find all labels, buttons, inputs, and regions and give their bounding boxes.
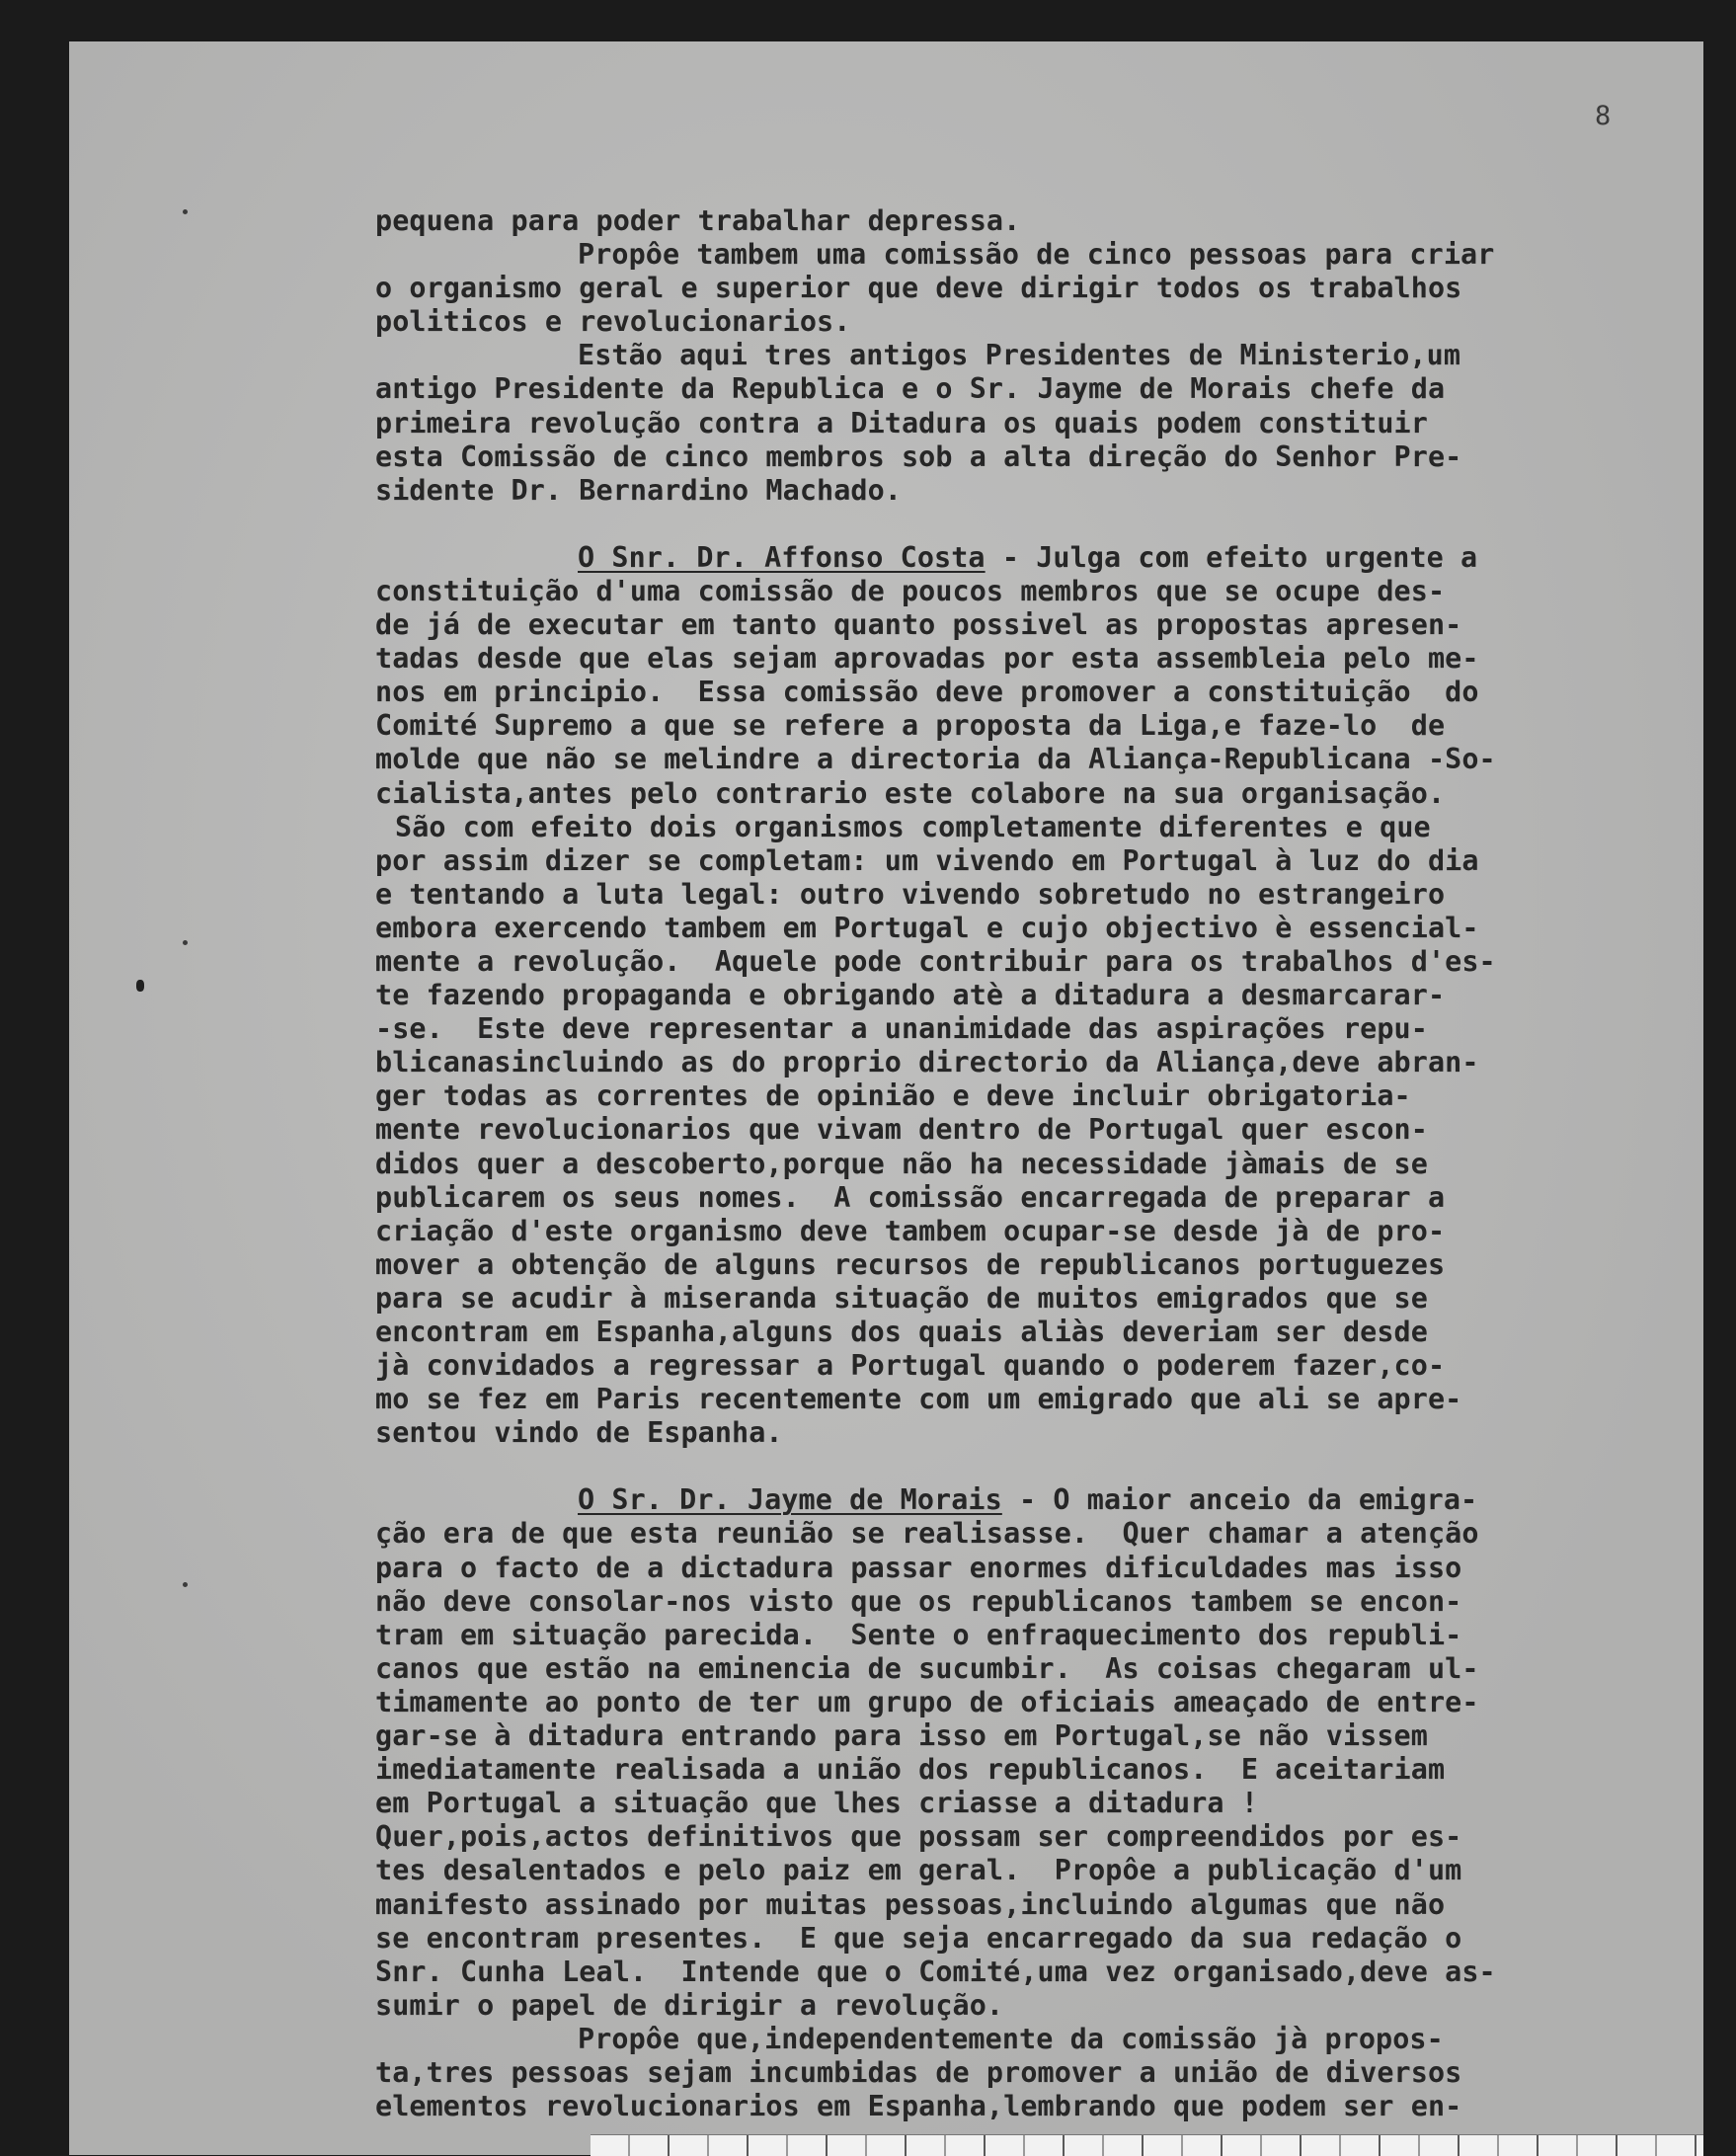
- line-text: -se. Este deve representar a unanimidade das aspirações repu-: [375, 1012, 1428, 1046]
- line-text: primeira revolução contra a Ditadura os quais podem constituir: [375, 406, 1428, 439]
- line-text: Snr. Cunha Leal. Intende que o Comité,uma vez organisado,deve as-: [375, 1955, 1496, 1988]
- text-line: [375, 1989, 1698, 2023]
- text-line: [375, 541, 1698, 575]
- text-line: [375, 1585, 1698, 1619]
- line-text: pequena para poder trabalhar depressa.: [375, 204, 1021, 237]
- line-text: para se acudir à miseranda situação de muitos emigrados que se: [375, 1281, 1428, 1315]
- line-text: Estão aqui tres antigos Presidentes de Ministerio,um: [578, 339, 1461, 372]
- paragraph: [375, 1483, 1698, 2123]
- text-line: [375, 878, 1698, 912]
- line-text: para o facto de a dictadura passar enormes dificuldades mas isso: [375, 1551, 1462, 1584]
- text-line: [375, 1248, 1698, 1282]
- line-text: constituição d'uma comissão de poucos membros que se ocupe des-: [375, 574, 1446, 607]
- paragraph-gap: [375, 508, 1698, 541]
- line-text: Propôe que,independentemente da comissão jà propos-: [578, 2022, 1444, 2055]
- line-text: imediatamente realisada a união dos republicanos. E aceitariam: [375, 1753, 1446, 1787]
- line-text: Comité Supremo a que se refere a proposta da Liga,e faze-lo de: [375, 709, 1446, 743]
- line-text: timamente ao ponto de ter um grupo de oficiais ameaçado de entre-: [375, 1685, 1479, 1718]
- line-text: politicos e revolucionarios.: [375, 305, 851, 339]
- line-text: molde que não se melindre a directoria da Aliança-Republicana -So-: [375, 743, 1496, 776]
- line-text: em Portugal a situação que lhes criasse a ditadura !: [375, 1787, 1259, 1820]
- line-text: Quer,pois,actos definitivos que possam ser compreendidos por es-: [375, 1820, 1462, 1854]
- line-text: antigo Presidente da Republica e o Sr. Jayme de Morais chefe da: [375, 372, 1446, 406]
- text-line: [375, 1383, 1698, 1416]
- text-line: [375, 372, 1698, 406]
- text-line: [375, 2056, 1698, 2090]
- text-line: [375, 575, 1698, 608]
- text-line: [375, 1820, 1698, 1854]
- text-line: [375, 777, 1698, 811]
- line-text: mo se fez em Paris recentemente com um emigrado que ali se apre-: [375, 1383, 1462, 1416]
- text-line: [375, 1719, 1698, 1753]
- text-line: [375, 1619, 1698, 1652]
- line-text: didos quer a descoberto,porque não ha necessidade jàmais de se: [375, 1147, 1428, 1180]
- text-line: [375, 608, 1698, 642]
- text-line: [375, 238, 1698, 272]
- line-text: encontram em Espanha,alguns dos quais aliàs deveriam ser desde: [375, 1316, 1428, 1348]
- line-text: - O maior anceio da emigra-: [1001, 1483, 1478, 1517]
- line-text: criação d'este organismo deve tambem ocupar-se desde jà de pro-: [375, 1214, 1446, 1247]
- text-line: [375, 474, 1698, 508]
- line-text: por assim dizer se completam: um vivendo em Portugal à luz do dia: [375, 843, 1479, 877]
- text-line: [375, 979, 1698, 1012]
- text-line: [375, 1517, 1698, 1551]
- line-text: ger todas as correntes de opinião e deve incluir obrigatoria-: [375, 1079, 1411, 1113]
- text-line: [375, 1956, 1698, 1989]
- line-text: embora exercendo tambem em Portugal e cujo objectivo è essencial-: [375, 911, 1479, 944]
- line-text: São com efeito dois organismos completamente diferentes e que: [395, 810, 1431, 843]
- margin-mark: [183, 940, 188, 945]
- line-text: sentou vindo de Espanha.: [375, 1416, 783, 1450]
- text-line: [375, 1753, 1698, 1787]
- text-line: [375, 1922, 1698, 1956]
- line-text: jà convidados a regressar a Portugal quando o poderem fazer,co-: [375, 1349, 1446, 1383]
- line-text: esta Comissão de cinco membros sob a alta direção do Senhor Pre-: [375, 439, 1462, 473]
- text-line: [375, 2090, 1698, 2123]
- line-text: cialista,antes pelo contrario este colabore na sua organisação.: [375, 776, 1446, 810]
- text-line: [375, 844, 1698, 878]
- text-line: [375, 1349, 1698, 1383]
- text-line: [375, 407, 1698, 440]
- line-text: sidente Dr. Bernardino Machado.: [375, 473, 902, 507]
- line-text: não deve consolar-nos visto que os republicanos tambem se encon-: [375, 1584, 1462, 1618]
- line-text: te fazendo propaganda e obrigando atè a ditadura a desmarcarar-: [375, 979, 1446, 1012]
- paragraph: [375, 204, 1698, 508]
- line-text: ta,tres pessoas sejam incumbidas de promover a união de diversos: [375, 2055, 1462, 2089]
- text-line: [375, 1148, 1698, 1181]
- text-line: [375, 912, 1698, 945]
- text-line: [375, 1416, 1698, 1450]
- text-line: [375, 743, 1698, 776]
- text-line: [375, 1282, 1698, 1316]
- line-text: gar-se à ditadura entrando para isso em Portugal,se não vissem: [375, 1719, 1428, 1753]
- text-line: [375, 1181, 1698, 1215]
- line-text: publicarem os seus nomes. A comissão encarregada de preparar a: [375, 1180, 1446, 1214]
- text-line: [375, 709, 1698, 743]
- text-line: [375, 1215, 1698, 1248]
- line-text: mover a obtenção de alguns recursos de republicanos portuguezes: [375, 1247, 1446, 1281]
- document-body: [375, 204, 1698, 2123]
- line-text: o organismo geral e superior que deve dirigir todos os trabalhos: [375, 272, 1462, 305]
- line-text: tes desalentados e pelo paiz em geral. Propôe a publicação d'um: [375, 1854, 1462, 1887]
- line-text: tadas desde que elas sejam aprovadas por esta assembleia pelo me-: [375, 642, 1479, 676]
- line-text: elementos revolucionarios em Espanha,lembrando que podem ser en-: [375, 2090, 1462, 2123]
- page-number: 8: [1595, 101, 1612, 131]
- line-text: se encontram presentes. E que seja encarregado da sua redação o: [375, 1921, 1462, 1955]
- text-line: [375, 1652, 1698, 1686]
- line-text: canos que estão na eminencia de sucumbir. As coisas chegaram ul-: [375, 1651, 1479, 1685]
- text-line: [375, 1686, 1698, 1719]
- text-line: [375, 1854, 1698, 1887]
- text-line: [375, 339, 1698, 372]
- text-line: [375, 2023, 1698, 2056]
- margin-mark: [183, 1582, 188, 1587]
- line-text: Propôe tambem uma comissão de cinco pessoas para criar: [578, 238, 1495, 272]
- line-text: blicanasincluindo as do proprio directorio da Aliança,deve abran-: [375, 1046, 1479, 1079]
- text-line: [375, 945, 1698, 979]
- speaker-name: O Snr. Dr. Affonso Costa: [578, 540, 986, 574]
- margin-mark: [183, 209, 188, 214]
- text-line: [375, 1012, 1698, 1046]
- text-line: [375, 1113, 1698, 1147]
- text-line: [375, 1787, 1698, 1820]
- text-line: [375, 1079, 1698, 1113]
- text-line: [375, 1483, 1698, 1517]
- text-line: [375, 440, 1698, 474]
- line-text: tram em situação parecida. Sente o enfraquecimento dos republi-: [375, 1618, 1462, 1651]
- text-line: [375, 305, 1698, 339]
- speaker-name: O Sr. Dr. Jayme de Morais: [578, 1483, 1002, 1517]
- line-text: mente a revolução. Aquele pode contribuir para os trabalhos d'es-: [375, 944, 1496, 978]
- paragraph: [375, 541, 1698, 1451]
- margin-mark: [136, 980, 144, 992]
- text-line: [375, 204, 1698, 238]
- text-line: [375, 1046, 1698, 1079]
- line-text: mente revolucionarios que vivam dentro de Portugal quer escon-: [375, 1113, 1428, 1147]
- line-text: ção era de que esta reunião se realisasse. Quer chamar a atenção: [375, 1517, 1479, 1551]
- line-text: nos em principio. Essa comissão deve promover a constituição do: [375, 676, 1479, 709]
- text-line: [375, 1316, 1698, 1349]
- scan-scale-bar: [591, 2134, 1703, 2156]
- text-line: [375, 1888, 1698, 1922]
- text-line: [375, 642, 1698, 676]
- text-line: [375, 676, 1698, 709]
- line-text: sumir o papel de dirigir a revolução.: [375, 1988, 1004, 2022]
- text-line: [375, 811, 1698, 844]
- line-text: e tentando a luta legal: outro vivendo sobretudo no estrangeiro: [375, 877, 1446, 911]
- line-text: de já de executar em tanto quanto possivel as propostas apresen-: [375, 608, 1462, 642]
- paragraph-gap: [375, 1450, 1698, 1483]
- document-page: [69, 41, 1703, 2155]
- line-text: manifesto assinado por muitas pessoas,incluindo algumas que não: [375, 1887, 1446, 1921]
- text-line: [375, 1552, 1698, 1585]
- line-text: - Julga com efeito urgente a: [985, 540, 1478, 574]
- text-line: [375, 272, 1698, 305]
